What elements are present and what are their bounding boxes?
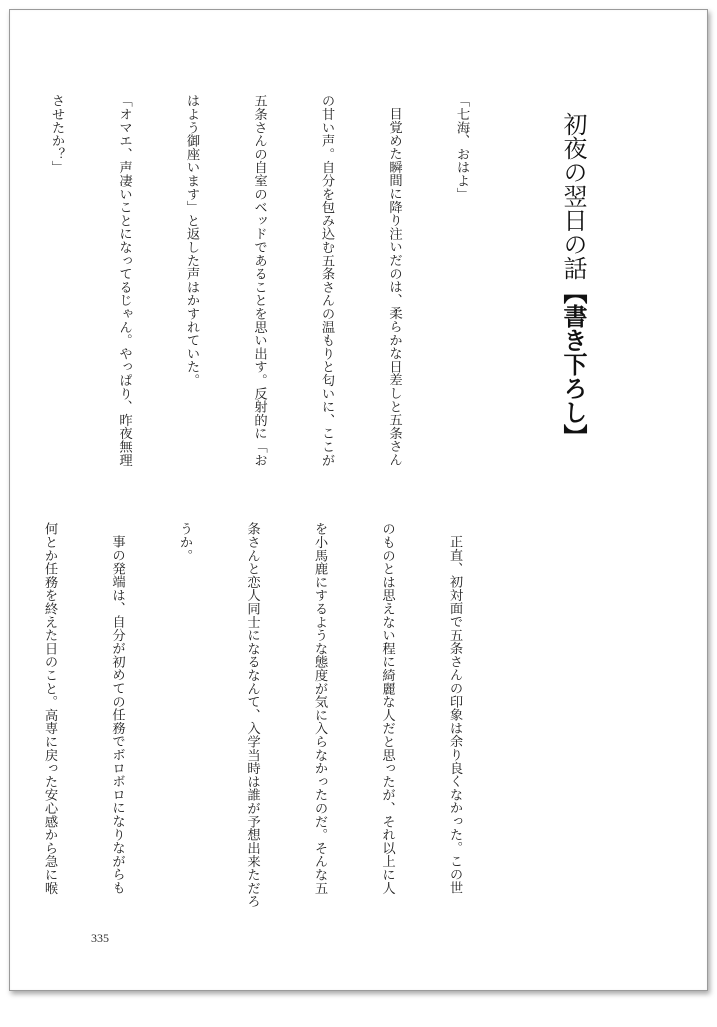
text-line: はよう御座います」と返した声はかすれていた。 <box>184 94 199 387</box>
text-block-upper <box>49 94 517 494</box>
text-line: 「七海、おはよ」 <box>454 94 469 201</box>
text-line: させたか？」 <box>49 94 64 174</box>
chapter-title-main: 初夜の翌日の話 <box>559 112 587 280</box>
text-line: 正直、初対面で五条さんの印象は余り良くなかった。この世 <box>447 535 462 895</box>
page-number: 335 <box>91 931 109 945</box>
chapter-title-subtitle: 【書き下ろし】 <box>559 280 588 448</box>
text-line: うか。 <box>177 522 192 562</box>
text-line: 目覚めた瞬間に降り注いだのは、柔らかな日差しと五条さん <box>386 107 402 467</box>
text-block-lower <box>42 522 510 934</box>
text-line: を小馬鹿にするような態度が気に入らなかったのだ。そんな五 <box>312 522 327 895</box>
chapter-title <box>528 112 588 448</box>
text-line: 事の発端は、自分が初めての任務でボロボロになりながらも <box>109 535 125 895</box>
text-line: 何とか任務を終えた日のこと。高専に戻った安心感から急に喉 <box>42 522 57 895</box>
text-line: の甘い声。自分を包み込む五条さんの温もりと匂いに、ここが <box>319 94 334 467</box>
text-line: 五条さんの自室のベッドであることを思い出す。反射的に「お <box>251 94 267 467</box>
text-line: 「オマエ、声凄いことになってるじゃん。やっぱり、昨夜無理 <box>116 94 132 467</box>
text-line: のものとは思えない程に綺麗な人だと思ったが、それ以上に人 <box>379 522 395 895</box>
text-line: 条さんと恋人同士になるなんて、入学当時は誰が予想出来ただろ <box>244 522 260 908</box>
